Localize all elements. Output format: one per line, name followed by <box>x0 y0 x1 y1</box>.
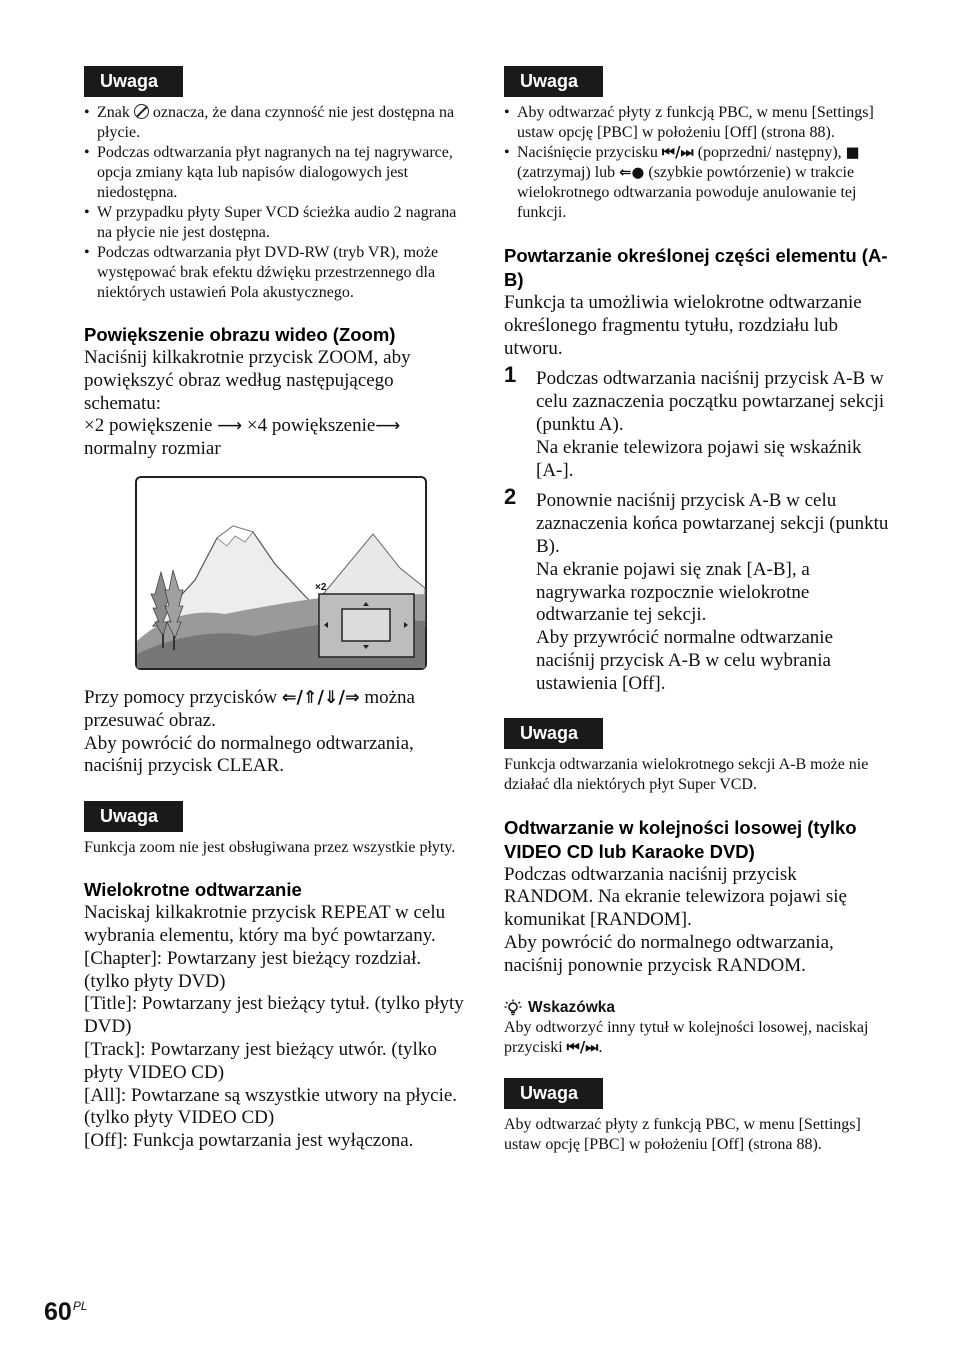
ab-section <box>504 244 890 696</box>
list-item: • Podczas odtwarzania płyt DVD-RW (tryb VR), może występować brak efektu dźwięku przestrzennego dla niektórych ustawień Pola akustycznego. <box>84 243 468 303</box>
paragraph: [Track]: Powtarzany jest bieżący utwór. (tylko płyty VIDEO CD) <box>84 1038 437 1083</box>
prohibited-icon <box>134 104 149 119</box>
note-label: Uwaga <box>84 66 183 97</box>
paragraph: Przy pomocy przycisków ⇐/⇑/⇓/⇒ można przesuwać obraz. <box>84 686 415 731</box>
zoom-sequence: ×2 powiększenie ⟶ ×4 powiększenie⟶ normalny rozmiar <box>84 415 401 460</box>
zoom-section <box>84 323 468 778</box>
tip-section <box>504 998 890 1058</box>
instant-replay-icon: ⇐● <box>619 164 645 181</box>
paragraph: Funkcja ta umożliwia wielokrotne odtwarzanie określonego fragmentu tytułu, rozdziału lub utworu. <box>504 292 862 359</box>
page-number: $60^{PL}$ <box>44 1298 88 1326</box>
step-number: 2 <box>504 484 517 510</box>
arrow-right-icon: ⟶ <box>375 416 401 437</box>
step-2: 2 Ponownie naciśnij przycisk A-B w celu zaznaczenia końca powtarzanej sekcji (punktu B). Na ekranie pojawi się znak [A-B], a nagrywarka rozpocznie wielokrotne odtwarzanie tej sekcji. Aby przywrócić normalne odtwarzanie naciśnij przycisk A-B w celu wybrania ustawienia [Off]. <box>504 484 889 694</box>
lightbulb-icon <box>504 999 522 1017</box>
paragraph: Aby powrócić do normalnego odtwarzania, naciśnij ponownie przycisk RANDOM. <box>504 931 834 976</box>
prev-next-icon: ⏮/⏭ <box>661 144 694 161</box>
note-label: Uwaga <box>504 66 603 97</box>
note-label: Uwaga <box>84 801 183 832</box>
zoom-illustration <box>135 476 427 670</box>
section-heading: Powtarzanie określonej części elementu (A-B) <box>504 245 888 290</box>
note-text: Aby odtwarzać płyty z funkcją PBC, w menu [Settings] ustaw opcję [PBC] w położeniu [Off] (strona 88). <box>504 1115 861 1153</box>
note-bullet-list <box>84 103 468 303</box>
tip-text: Aby odtworzyć inny tytuł w kolejności losowej, naciskaj przyciski ⏮/⏭. <box>504 1018 869 1056</box>
list-item: • Aby odtwarzać płyty z funkcją PBC, w menu [Settings] ustaw opcję [PBC] w położeniu [Off] (strona 88). <box>504 103 890 143</box>
stop-icon: ■ <box>845 144 860 161</box>
section-heading: Powiększenie obrazu wideo (Zoom) <box>84 324 396 345</box>
section-heading: Odtwarzanie w kolejności losowej (tylko VIDEO CD lub Karaoke DVD) <box>504 816 857 862</box>
step-1: 1 Podczas odtwarzania naciśnij przycisk A-B w celu zaznaczenia początku powtarzanej sekcji (punktu A). Na ekranie telewizora pojawi się wskaźnik [A-]. <box>504 362 885 481</box>
note-label: Uwaga <box>504 1078 603 1109</box>
paragraph: Aby powrócić do normalnego odtwarzania, naciśnij przycisk CLEAR. <box>84 732 414 777</box>
list-item: • Naciśnięcie przycisku ⏮/⏭ (poprzedni/ następny), ■ (zatrzymaj) lub ⇐● (szybkie powtórzenie) w trakcie wielokrotnego odtwarzania powoduje anulowanie tej funkcji. <box>504 143 890 223</box>
note-right-2 <box>504 718 890 795</box>
list-item: • W przypadku płyty Super VCD ścieżka audio 2 nagrana na płycie nie jest dostępna. <box>84 203 468 243</box>
left-column <box>84 66 468 1153</box>
note-right-1 <box>504 66 890 223</box>
paragraph: Naciskaj kilkakrotnie przycisk REPEAT w celu wybrania elementu, który ma być powtarzany. <box>84 902 446 946</box>
step-number: 1 <box>504 362 517 388</box>
note-bullet-list <box>504 103 890 223</box>
language-code: PL <box>72 1299 88 1313</box>
section-heading: Wielokrotne odtwarzanie <box>84 879 302 901</box>
direction-arrows-icon: ⇐/⇑/⇓/⇒ <box>281 687 360 708</box>
note-label: Uwaga <box>504 718 603 749</box>
repeat-section <box>84 878 468 1153</box>
random-section <box>504 816 890 978</box>
note-text: Funkcja zoom nie jest obsługiwana przez wszystkie płyty. <box>84 839 456 857</box>
paragraph: Podczas odtwarzania naciśnij przycisk RANDOM. Na ekranie telewizora pojawi się komunikat [RANDOM]. <box>504 863 847 931</box>
paragraph: [Title]: Powtarzany jest bieżący tytuł. (tylko płyty DVD) <box>84 993 464 1038</box>
note-text: Funkcja odtwarzania wielokrotnego sekcji A-B może nie działać dla niektórych płyt Super VCD. <box>504 755 869 793</box>
list-item: • Znak oznacza, że dana czynność nie jest dostępna na płycie. <box>84 103 468 143</box>
note-right-3 <box>504 1078 890 1155</box>
note-left-2 <box>84 801 468 858</box>
zoom-factor-label: ×2 <box>315 581 327 593</box>
prev-next-icon: ⏮/⏭ <box>566 1038 599 1056</box>
arrow-right-icon: ⟶ <box>217 416 243 437</box>
list-item: • Podczas odtwarzania płyt nagranych na tej nagrywarce, opcja zmiany kąta lub napisów dialogowych jest niedostępna. <box>84 143 468 203</box>
right-column <box>504 66 890 1155</box>
paragraph: [Off]: Funkcja powtarzania jest wyłączona. <box>84 1130 414 1152</box>
tip-label: Wskazówka <box>528 998 616 1016</box>
paragraph: [Chapter]: Powtarzany jest bieżący rozdział. (tylko płyty DVD) <box>84 947 422 992</box>
paragraph: Naciśnij kilkakrotnie przycisk ZOOM, aby powiększyć obraz według następującego schematu: <box>84 347 411 414</box>
paragraph: [All]: Powtarzane są wszystkie utwory na płycie. (tylko płyty VIDEO CD) <box>84 1084 458 1129</box>
note-left-1 <box>84 66 468 303</box>
